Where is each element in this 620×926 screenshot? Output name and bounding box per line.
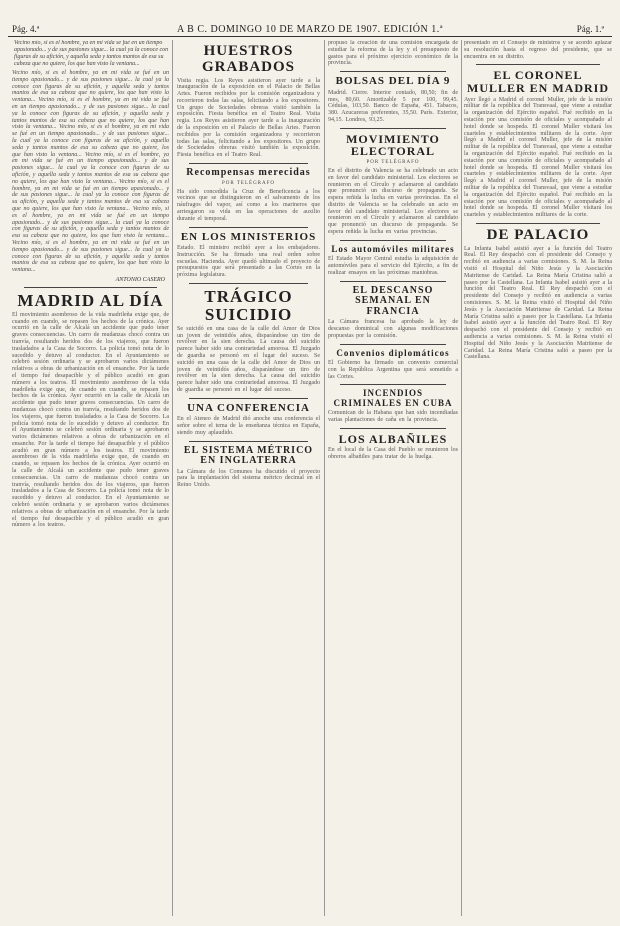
article-bolsas: Madrid. Cierre. Interior contado, 80,50; fin de mes, 80,60. Amortizable 5 por 100, 99,45. Cédulas, 103,50. Banco de España, 451. Tabacos, 380. Azucareras preferentes, 35,50. París. Exterior, 94,15. Londres, 93,25. — [328, 89, 458, 123]
poem-repeat: Vecino mío, si es el hombre, ya en mi vida se fué en un tiempo apasionado... y de sus pasiones sigue... la cual ya la conoce con figuras de su afición, y aquella seda y tantos mantos de esa su cabeza que no quiere, los que han visto la ventana... — [12, 97, 169, 131]
article-automoviles: El Estado Mayor Central estudia la adquisición de automóviles para el servicio del Ejército, a fin de realizar ensayos en las próximas maniobras. — [328, 256, 458, 276]
article-text: Ayer llegó a Madrid el coronel Muller, jefe de la misión militar de la república del Transvaal, que viene a estudiar la organización del Ejército español. Fué recibido en la estación por una comisión de oficiales y acompañado al hotel donde se hospeda. El coronel Muller visitará los cuarteles y establecimientos militares de la corte. — [464, 96, 612, 137]
page-header — [8, 6, 612, 37]
column-4 — [464, 40, 612, 918]
column-rule — [172, 40, 173, 916]
poem-repeat: Vecino mío, si es el hombre, ya en mi vida se fué en un tiempo apasionado... y de sus pasiones sigue... la cual ya la conoce con figuras de su afición, y aquella seda y tantos mantos de esa su cabeza que no quiere, los que han visto la ventana... — [12, 70, 169, 104]
headline-bolsas: BOLSAS DEL DÍA 9 — [335, 75, 451, 88]
poem-repeat: Vecino mío, si es el hombre, ya en mi vida se fué en un tiempo apasionado... y de sus pasiones sigue... la cual ya la conoce con figuras de su afición, y aquella seda y tantos mantos de esa su cabeza que no quiere, los que han visto la ventana... — [12, 205, 169, 240]
headline-descanso-semanal: EL DESCANSO SEMANAL EN FRANCIA — [352, 284, 434, 317]
headline-movimiento-electoral: MOVIMIENTO ELECTORAL — [346, 131, 440, 159]
headline-recompensas: Recompensas merecidas — [186, 167, 311, 179]
article-text: El movimiento asombroso de la vida madrileña exige que, de cuando en cuando, se repasen los hechos de la crónica. Ayer ocurrió en la calle de Alcalá un accidente que pudo tener graves consecuencias. Un carro de mudanzas chocó contra un tranvía, resultando heridos dos de los viajeros, que fueron trasladados a la Casa de Socorro. La policía tomó nota de lo sucedido y detuvo al conductor. En el Ayuntamiento se celebró sesión ordinaria y se aprobaron varios dictámenes relativos a obras de urbanización en el ensanche. Por la tarde el tiempo fué desapacible y el público acudió en gran número a los teatros. — [12, 447, 169, 529]
headline-sistema-metrico: EL SISTEMA MÉTRICO EN INGLATERRA — [183, 444, 314, 467]
header-dateline: A B C. DOMINGO 10 DE MARZO DE 1907. EDICIÓN 1.ª — [177, 24, 443, 35]
poem-continuation — [12, 70, 169, 274]
headline-de-palacio: DE PALACIO — [486, 226, 590, 243]
article-text: Visita regia. Los Reyes asistieron ayer tarde a la inauguración de la exposición en el Palacio de Bellas Artes. Fueron recibidos por la comisión organizadora y recorrieron todas las salas, felicitando a los expositores. Un grupo de Sociedades obreras visitó también la exposición. Fiesta benéfica en el Teatro Real. — [177, 77, 320, 118]
header-page-left: Pág. 4.ª — [12, 24, 40, 34]
section-divider — [476, 64, 600, 65]
article-continuation: propuso la creación de una comisión encargada de estudiar la reforma de la ley y el presupuesto de gastos para el próximo ejercicio económico de la provincia. — [328, 40, 458, 67]
article-electoral — [328, 168, 458, 236]
header-page-right: Pág. 1.ª — [576, 24, 604, 34]
headline-convenios: Convenios diplomáticos — [336, 347, 450, 358]
section-divider — [189, 398, 308, 399]
subhead-telegrafo: POR TELÉGRAFO — [366, 159, 420, 165]
poem-repeat: Vecino mío, si es el hombre, ya en mi vida se fué en un tiempo apasionado... y de sus pasiones sigue... la cual ya la conoce con figuras de su afición, y aquella seda y tantos mantos de esa su cabeza que no quiere, los que han visto la ventana... — [12, 239, 169, 274]
poem-repeat: Vecino mío, si es el hombre, ya en mi vida se fué en un tiempo apasionado... y de sus pasiones sigue... la cual ya la conoce con figuras de su afición, y aquella seda y tantos mantos de esa su cabeza que no quiere, los que han visto la ventana... — [12, 178, 169, 212]
article-text: El movimiento asombroso de la vida madrileña exige que, de cuando en cuando, se repasen los hechos de la crónica. Ayer ocurrió en la calle de Alcalá un accidente que pudo tener graves consecuencias. Un carro de mudanzas chocó contra un tranvía, resultando heridos dos de los viajeros, que fueron trasladados a la Casa de Socorro. La policía tomó nota de lo sucedido y detuvo al conductor. En el Ayuntamiento se celebró sesión ordinaria y se aprobaron varios dictámenes relativos a obras de urbanización en el ensanche. Por la tarde el tiempo fué desapacible y el público acudió en gran número a los teatros. — [12, 311, 169, 386]
column-3 — [328, 40, 458, 918]
article-text: El movimiento asombroso de la vida madrileña exige que, de cuando en cuando, se repasen los hechos de la crónica. Ayer ocurrió en la calle de Alcalá un accidente que pudo tener graves consecuencias. Un carro de mudanzas chocó contra un tranvía, resultando heridos dos de los viajeros, que fueron trasladados a la Casa de Socorro. La policía tomó nota de lo sucedido y detuvo al conductor. En el Ayuntamiento se celebró sesión ordinaria y se aprobaron varios dictámenes relativos a obras de urbanización en el ensanche. Por la tarde el tiempo fué desapacible y el público acudió en gran número a los teatros. — [12, 379, 169, 454]
article-recompensas: Ha sido concedida la Cruz de Beneficencia a los vecinos que se distinguieron en el salvamento de los náufragos del vapor, así como a los marineros que arriesgaron su vida en las operaciones de auxilio durante el temporal. — [177, 188, 320, 222]
headline-tragico-suicidio: TRÁGICO SUICIDIO — [204, 287, 293, 324]
section-divider — [189, 441, 308, 442]
section-divider — [189, 163, 308, 164]
column-rule — [324, 40, 325, 916]
section-divider — [340, 344, 446, 345]
headline-madrid-al-dia: MADRID AL DÍA — [17, 290, 164, 310]
article-muller — [464, 97, 612, 219]
article-text: La Infanta Isabel asistió ayer a la función del Teatro Real. El Rey despachó con el presidente del Consejo y recibió en audiencia a varias comisiones. S. M. la Reina visitó el Hospital del Niño Jesús y la Asociación Matritense de Caridad. La Reina María Cristina salió a paseo por la Castellana. — [464, 313, 612, 361]
article-conferencia: En el Ateneo de Madrid dió anoche una conferencia el señor sobre el tema de la enseñanza técnica en España, siendo muy aplaudido. — [177, 416, 320, 436]
poem-signature: ANTONIO CASERO — [115, 276, 165, 283]
article-text: Se suicidó en una casa de la calle del Amor de Dios un joven de veintidós años, disparándose un tiro de revólver en la sien derecha. La causa del suicidio parece haber sido una contrariedad amorosa. El Juzgado de guardia se personó en el lugar del suceso. — [177, 352, 320, 393]
article-sistema-metrico: La Cámara de los Comunes ha discutido el proyecto para la implantación del sistema métrico decimal en el Reino Unido. — [177, 468, 320, 489]
article-text: Se suicidó en una casa de la calle del Amor de Dios un joven de veintidós años, disparándose un tiro de revólver en la sien derecha. La causa del suicidio parece haber sido una contrariedad amorosa. El Juzgado de guardia se personó en el lugar del suceso. — [177, 325, 320, 359]
headline-coronel-muller: EL CORONEL MULLER EN MADRID — [467, 68, 609, 95]
article-suicidio — [177, 326, 320, 394]
headline-conferencia: UNA CONFERENCIA — [187, 401, 310, 414]
article-text: En el distrito de Valencia se ha celebrado un acto en favor del candidato ministerial. Los electores se reunieron en el Círculo y aclamaron al candidato que pronunció un discurso de propaganda. Se espera reñida la lucha en varias provincias. — [328, 195, 458, 236]
headline-automoviles: Los automóviles militares — [331, 243, 455, 254]
headline-albaniles: LOS ALBAÑILES — [338, 431, 448, 446]
section-divider — [340, 128, 446, 129]
section-divider — [340, 384, 446, 385]
article-convenios: El Gobierno ha firmado un convenio comercial con la República Argentina que será sometido a las Cortes. — [328, 360, 458, 380]
article-text: Ayer llegó a Madrid el coronel Muller, jefe de la misión militar de la república del Transvaal, que viene a estudiar la organización del Ejército español. Fué recibido en la estación por una comisión de oficiales y acompañado al hotel donde se hospeda. El coronel Muller visitará los cuarteles y establecimientos militares de la corte. — [464, 130, 612, 178]
article-grabados — [177, 78, 320, 160]
article-text: Visita regia. Los Reyes asistieron ayer tarde a la inauguración de la exposición en el Palacio de Bellas Artes. Fueron recibidos por la comisión organizadora y recorrieron todas las salas, felicitando a los expositores. Un grupo de Sociedades obreras visitó también la exposición. Fiesta benéfica en el Teatro Real. — [177, 111, 320, 159]
section-divider — [24, 287, 157, 288]
article-text: La Infanta Isabel asistió ayer a la función del Teatro Real. El Rey despachó con el presidente del Consejo y recibió en audiencia a varias comisiones. S. M. la Reina visitó el Hospital del Niño Jesús y la Asociación Matritense de Caridad. La Reina María Cristina salió a paseo por la Castellana. — [464, 245, 612, 286]
article-madrid-al-dia — [12, 312, 169, 530]
article-incendios: Comunican de la Habana que han sido incendiadas varias plantaciones de caña en la provincia. — [328, 410, 458, 424]
article-text: Ayer llegó a Madrid el coronel Muller, jefe de la misión militar de la república del Transvaal, que viene a estudiar la organización del Ejército español. Fué recibido en la estación por una comisión de oficiales y acompañado al hotel donde se hospeda. El coronel Muller visitará los cuarteles y establecimientos militares de la corte. — [464, 171, 612, 219]
column-1 — [12, 40, 169, 918]
poem-repeat: Vecino mío, si es el hombre, ya en mi vida se fué en un tiempo apasionado... y de sus pasiones sigue... la cual ya la conoce con figuras de su afición, y aquella seda y tantos mantos de esa su cabeza que no quiere, los que han visto la ventana... — [12, 124, 169, 158]
section-divider — [340, 281, 446, 282]
section-divider — [340, 428, 446, 429]
headline-incendios: INCENDIOS CRIMINALES EN CUBA — [333, 388, 453, 408]
section-divider — [189, 227, 308, 228]
article-palacio — [464, 246, 612, 362]
poem-repeat: Vecino mío, si es el hombre, ya en mi vida se fué en un tiempo apasionado... y de sus pasiones sigue... la cual ya la conoce con figuras de su afición, y aquella seda y tantos mantos de esa su cabeza que no quiere, los que han visto la ventana... — [12, 151, 169, 185]
section-divider — [476, 223, 600, 224]
article-descanso: La Cámara francesa ha aprobado la ley de descanso dominical con algunas modificaciones propuestas por la comisión. — [328, 319, 458, 339]
section-divider — [340, 240, 446, 241]
poem-text: Vecino mío, si es el hombre, ya en mi vida se fué en un tiempo apasionado... y de sus pasiones sigue... la cual ya la conoce con figuras de su afición, y aquella seda y tantos mantos de esa su cabeza que no quiere, los que han visto la ventana... — [14, 40, 169, 67]
article-ministerios: Estado. El ministro recibió ayer a los embajadores. Instrucción. Se ha firmado una real orden sobre escuelas. Hacienda. Ayer quedó ultimado el proyecto de presupuestos que será presentado a las Cortes en la próxima legislatura. — [177, 245, 320, 279]
subhead-telegrafo: POR TELÉGRAFO — [221, 180, 276, 186]
article-text: La Infanta Isabel asistió ayer a la función del Teatro Real. El Rey despachó con el presidente del Consejo y recibió en audiencia a varias comisiones. S. M. la Reina visitó el Hospital del Niño Jesús y la Asociación Matritense de Caridad. La Reina María Cristina salió a paseo por la Castellana. — [464, 279, 612, 320]
section-divider — [340, 71, 446, 72]
section-divider — [189, 283, 308, 284]
column-rule — [461, 40, 462, 916]
headline-nuestros-grabados: HUESTROS GRABADOS — [201, 43, 295, 75]
headline-ministerios: EN LOS MINISTERIOS — [180, 230, 317, 243]
article-continuation: presentado en el Consejo de ministros y se acordó aplazar su resolución hasta el regreso del presidente, que se encuentra en su distrito. — [464, 40, 612, 60]
newspaper-page — [8, 6, 612, 920]
article-albaniles: En el local de la Casa del Pueblo se reunieron los obreros albañiles para tratar de la huelga. — [328, 447, 458, 461]
column-2 — [177, 40, 320, 918]
article-text: En el distrito de Valencia se ha celebrado un acto en favor del candidato ministerial. Los electores se reunieron en el Círculo y aclamaron al candidato que pronunció un discurso de propaganda. Se espera reñida la lucha en varias provincias. — [328, 167, 458, 202]
